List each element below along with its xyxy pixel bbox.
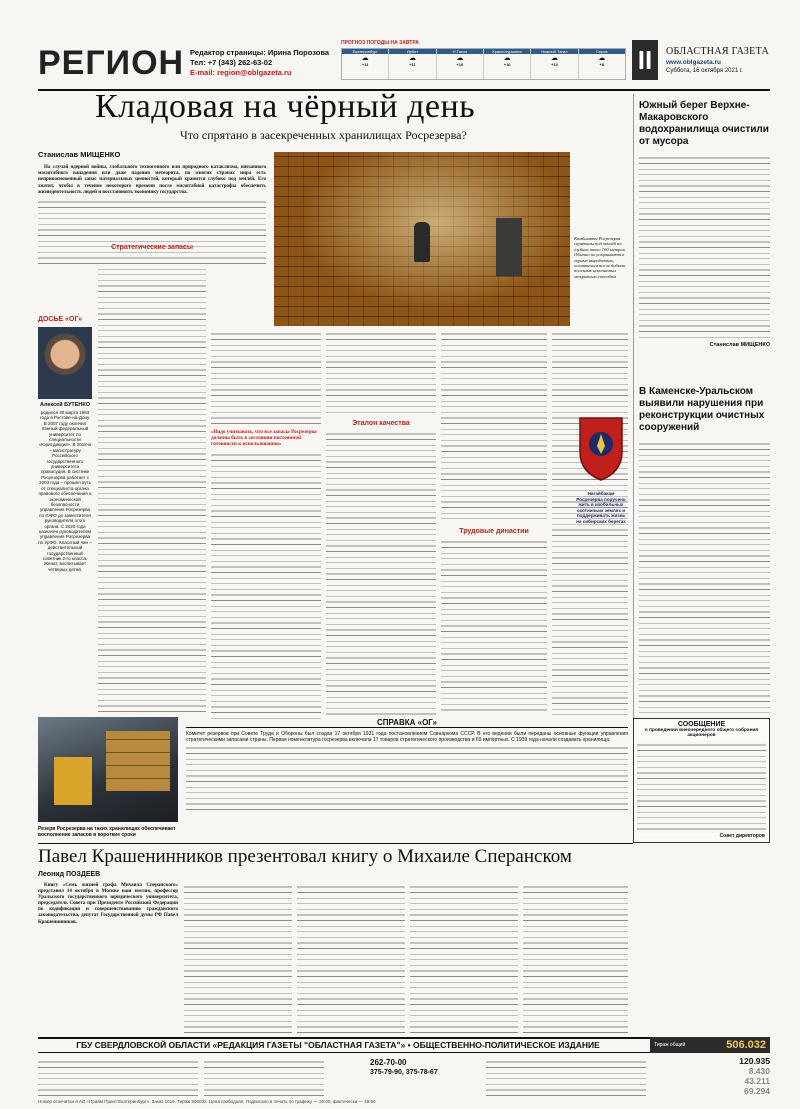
forecast-city: Нижний Тагил — [531, 49, 577, 54]
circulation-row: 8.430 — [748, 1066, 770, 1076]
notice-footer: Совет директоров — [719, 833, 765, 839]
section-heading-strategic: Стратегические запасы — [111, 244, 193, 251]
dossier-photo — [38, 327, 92, 399]
article-column-4 — [326, 330, 436, 720]
dossier-name: Алексей БУТЕНКО — [39, 402, 91, 408]
editor-label: Редактор страницы: Ирина Порозова — [190, 48, 330, 57]
second-author: Леонид ПОЗДЕЕВ — [38, 871, 101, 878]
weather-forecast — [341, 40, 626, 82]
forecast-temp: +10 — [503, 62, 511, 67]
footer-imprint-2 — [204, 1058, 324, 1098]
phone-distribution: 375-79-90, 375-78-67 — [370, 1069, 438, 1076]
phone-editorial: 262-70-00 — [370, 1058, 407, 1067]
forecast-cell — [437, 49, 484, 79]
section-heading-dynasties: Трудовые династии — [459, 528, 529, 535]
forecast-temp: +11 — [361, 62, 369, 67]
main-subheadline: Что спрятано в засекреченных хранилищах Росрезерва? — [180, 128, 467, 142]
forecast-temp: +10 — [456, 62, 464, 67]
weather-icon: ☁ — [456, 55, 464, 62]
article-column-5 — [441, 330, 547, 720]
forklift-photo — [38, 717, 178, 822]
photo-caption-box — [574, 236, 628, 280]
forecast-temp: +11 — [409, 62, 416, 67]
main-headline: Кладовая на чёрный день — [95, 88, 476, 125]
coat-of-arms-icon — [574, 412, 628, 482]
shareholders-notice — [633, 718, 770, 843]
editor-phone: Тел: +7 (343) 262-63-02 — [190, 58, 273, 67]
column-3-text — [211, 330, 321, 426]
notice-title: СООБЩЕНИЕ — [677, 721, 726, 728]
editor-email: E-mail: region@oblgazeta.ru — [190, 68, 292, 77]
circulation-box — [650, 1037, 770, 1053]
forecast-cell — [342, 49, 389, 79]
footer-phones — [330, 1058, 480, 1098]
forecast-temp: +10 — [551, 62, 558, 67]
weather-icon: ☁ — [408, 55, 416, 62]
article-column-2 — [98, 240, 206, 720]
circulation-row: 120.935 — [739, 1056, 770, 1066]
notice-text — [637, 741, 766, 833]
dossier-box — [38, 316, 92, 746]
sidebar-story-2 — [639, 386, 770, 760]
circulation-label: Тираж общий — [654, 1042, 686, 1048]
footer-imprint-3 — [486, 1058, 646, 1098]
forklift-vehicle — [54, 757, 92, 805]
sidebar-story-1-text — [639, 154, 770, 340]
column-2-text — [98, 254, 206, 712]
main-author: Станислав МИЩЕНКО — [38, 150, 121, 159]
paper-name: ОБЛАСТНАЯ ГАЗЕТА — [666, 46, 770, 57]
warehouse-photo — [274, 152, 570, 326]
second-headline: Павел Крашенинников презентовал книгу о Михаиле Сперанском — [38, 846, 572, 867]
worker-figure — [414, 222, 430, 262]
forecast-city: Екатеринбург — [342, 49, 388, 54]
forklift-shape — [496, 218, 522, 276]
forecast-table — [341, 48, 626, 80]
publisher-line: ГБУ СВЕРДЛОВСКОЙ ОБЛАСТИ «РЕДАКЦИЯ ГАЗЕТЫ "ОБЛАСТНАЯ ГАЗЕТА"» • ОБЩЕСТВЕННО-ПОЛИТИЧЕСКОЕ ИЗДАНИЕ — [76, 1040, 600, 1050]
sidebar-headline-1: Южный берег Верхне-Макаровского водохранилища очистили от мусора — [639, 100, 769, 147]
section-title: РЕГИОН — [38, 44, 185, 82]
second-article-divider — [38, 843, 633, 844]
column-5-text-lower — [441, 538, 547, 714]
circulation-total: 506.032 — [726, 1039, 766, 1051]
circulation-rows — [650, 1056, 770, 1096]
sidebar-headline-2: В Каменске-Уральском выявили нарушения при реконструкции очистных сооружений — [639, 386, 765, 433]
forecast-temp: +8 — [599, 62, 605, 67]
sidebar-author-1: Станислав МИЩЕНКО — [709, 342, 770, 348]
circulation-row: 43.211 — [744, 1076, 770, 1086]
photo-caption: Комбинаты Росрезерва спрятаны под землёй на глубине около 100 метров. Обычно их устраивают в горных выработках, оставшихся после добычи полезных ископаемых открытым способом — [574, 236, 626, 279]
page-number-badge: II — [632, 40, 658, 80]
column-5-text — [441, 330, 547, 524]
second-col-2 — [184, 883, 292, 1033]
boxes-stack — [106, 731, 170, 791]
forecast-city: Серов — [579, 49, 625, 54]
pull-quote: «Надо учитывать, что все запасы Росрезерва должны быть в состоянии постоянной готовности к использованию» — [211, 429, 317, 448]
second-col-3 — [297, 883, 405, 1033]
forecast-cell — [579, 49, 625, 79]
second-col-5 — [523, 883, 628, 1033]
forecast-title: ПРОГНОЗ ПОГОДЫ НА ЗАВТРА — [341, 40, 419, 46]
print-info: Номер отпечатан в АО «Прайм Принт Екатеринбург». Заказ 1015. Тираж 506032. Цена свободная. Подписано в печать по графику — 20:00, фактически — 19:50 — [38, 1099, 376, 1104]
column-4-text-lower — [326, 430, 436, 715]
emblem-caption: Нагайбакам Росрезерва поручено жить в изобильных охотничьих землях и поддерживать жизнь на сибирских берегах — [576, 491, 626, 524]
forklift-caption: Резерв Росрезерва на таких хранилищах обеспечивает восполнение запасов в короткие сроки — [38, 826, 176, 838]
weather-icon: ☁ — [361, 55, 369, 62]
second-lead-block — [38, 883, 178, 927]
dossier-title: ДОСЬЕ «ОГ» — [38, 316, 83, 323]
reference-text-lines — [186, 744, 628, 814]
sidebar-story-2-text — [639, 440, 770, 752]
forecast-city: Краснотурьинск — [484, 49, 530, 54]
circulation-row: 69.294 — [744, 1086, 770, 1096]
reference-text: Комитет резервов при Совете Труда и Обороны был создан 17 октября 1931 года постановлением Совнаркома СССР. В его ведении были переданы основные функции управления стратегическими запасами страны. Первая номенклатура госрезерва включала 17 товаров стратегического производства и 69 импортных. С 1939 года начали создавать хранилища. — [186, 731, 628, 743]
forecast-city: Н.Тагил — [437, 49, 483, 54]
second-col-4 — [410, 883, 518, 1033]
weather-icon: ☁ — [503, 55, 511, 62]
column-3-text-lower — [211, 451, 321, 721]
forecast-cell — [531, 49, 578, 79]
footer-imprint-1 — [38, 1058, 198, 1098]
reference-title: СПРАВКА «ОГ» — [186, 718, 628, 728]
forecast-cell — [389, 49, 436, 79]
section-header — [38, 40, 770, 88]
article-column-3 — [211, 330, 321, 720]
section-heading-quality: Эталон качества — [352, 420, 410, 427]
weather-icon: ☁ — [598, 55, 606, 62]
forecast-cell — [484, 49, 531, 79]
emblem-block — [574, 412, 628, 608]
forecast-city: Ирбит — [389, 49, 435, 54]
reference-box — [186, 718, 628, 838]
sidebar-story-1 — [639, 100, 770, 348]
weather-icon: ☁ — [550, 55, 558, 62]
second-lead: Книгу «Семь жизней графа Михаила Сперанского» представил 14 октября в Москве наш земляк, профессор Уральского государственного юридического университета, председатель Совета при Президенте Российской Федерации по кодификации и совершенствованию гражданского законодательства, депутат Государственной думы РФ Павел Крашенинников. — [38, 883, 178, 925]
masthead-info — [666, 46, 776, 74]
column-4-text — [326, 330, 436, 416]
notice-subtitle: о проведении внеочередного общего собрания акционеров — [644, 728, 759, 738]
issue-date: Суббота, 16 октября 2021 г. — [666, 68, 743, 74]
dossier-text: родился 30 марта 1983 года в Ростове-на-Дону. В 2007 году окончил Южный федеральный университет по специальности «Юрисдикция». В 2018-м – магистратуру Российского государственного университета правосудия. В системе Росрезерва работает с 2003 года – прошёл путь от специалиста органа правового обеспечения и экономической безопасности управления Росрезерва по ЮФО до заместителя руководителя этого органа. С 2020 года назначен руководителем управления Росрезерва по УрФО. Классный чин – действительный государственный советник 2-го класса. Женат, воспитывает четверых детей. — [38, 410, 92, 572]
lead-paragraph: На случай ядерной войны, глобального техногенного или природного катаклизма, внезапного масштабного нападения или даже падения метеорита, по многих странах мира есть неприкосновенный запас материальных ценностей, который хранится глубоко под землёй. Его хватит, чтобы в течение некоторого времени после масштабной катастрофы обеспечить жизнедеятельность людей и восстановить экономику государства. — [38, 165, 266, 195]
website-link[interactable]: www.oblgazeta.ru — [666, 59, 722, 66]
